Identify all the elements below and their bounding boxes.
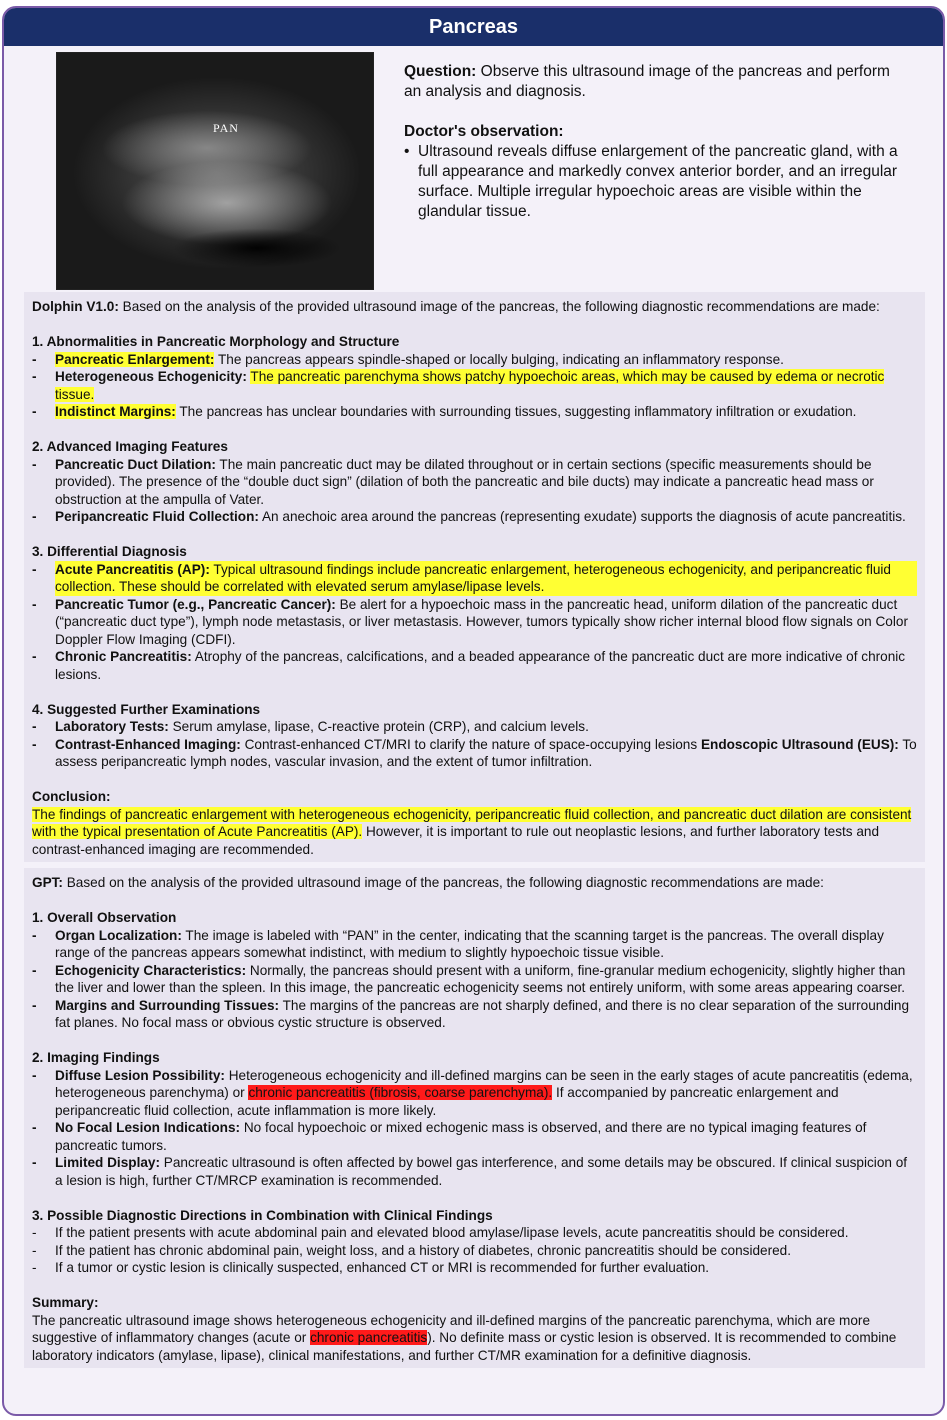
gpt-intro bbox=[32, 874, 917, 892]
dash-icon: - bbox=[32, 351, 37, 367]
item-red-highlight: chronic pancreatitis (fibrosis, coarse parenchyma). bbox=[248, 1085, 553, 1100]
section-heading: 2. Imaging Findings bbox=[32, 1050, 160, 1065]
list-item bbox=[32, 1259, 917, 1277]
item-text: The margins of the pancreas are not sharply defined, and there is no clear separation of the surrounding fat planes. No focal mass or obvious cystic structure is observed. bbox=[55, 997, 910, 1030]
dash-icon: - bbox=[32, 736, 37, 752]
question-block bbox=[404, 62, 904, 222]
list-item bbox=[32, 1119, 917, 1154]
case-header bbox=[4, 46, 943, 292]
observation-text: Ultrasound reveals diffuse enlargement of the pancreatic gland, with a full appearance and markedly convex anterior border, and an irregular surface. Multiple irregular hypoechoic areas are visible within the glandular tissue. bbox=[418, 143, 898, 220]
item-text: If a tumor or cystic lesion is clinically suspected, enhanced CT or MRI is recommended for further evaluation. bbox=[55, 1260, 710, 1275]
list-item bbox=[32, 648, 917, 683]
list-item bbox=[32, 718, 917, 736]
dolphin-response bbox=[24, 292, 925, 862]
item-text: Normally, the pancreas should present with a uniform, fine-granular medium echogenicity, slightly higher than the liver and lower than the spleen. In this image, the pancreatic echogenicity seems not entirely uniform, with some areas appearing coarser. bbox=[55, 962, 906, 995]
ultrasound-image bbox=[56, 52, 374, 290]
dash-icon: - bbox=[32, 456, 37, 472]
section-heading: 2. Advanced Imaging Features bbox=[32, 439, 228, 454]
summary-red-highlight: chronic pancreatitis bbox=[310, 1330, 428, 1345]
dash-icon: - bbox=[32, 649, 37, 664]
dash-icon: - bbox=[32, 1155, 37, 1170]
dolphin-intro bbox=[32, 298, 917, 316]
item-term: Pancreatic Enlargement: bbox=[55, 351, 215, 367]
item-text: If the patient has chronic abdominal pain, weight loss, and a history of diabetes, chronic pancreatitis should be considered. bbox=[55, 1242, 792, 1258]
list-item bbox=[32, 403, 917, 421]
item-text: If the patient presents with acute abdominal pain and elevated blood amylase/lipase levels, acute pancreatitis should be considered. bbox=[55, 1225, 849, 1240]
item-term: Heterogeneous Echogenicity: bbox=[55, 369, 247, 384]
section-heading: 3. Differential Diagnosis bbox=[32, 544, 187, 559]
item-term: Chronic Pancreatitis: bbox=[55, 649, 192, 664]
section-heading: 1. Abnormalities in Pancreatic Morphology and Structure bbox=[32, 334, 400, 349]
dash-icon: - bbox=[32, 1260, 37, 1275]
conclusion-highlight: The findings of pancreatic enlargement with heterogeneous echogenicity, peripancreatic fluid collection, and pancreatic duct dilation are consistent with the typical presentation of Acute Pancreatitis (AP). bbox=[32, 806, 912, 839]
dash-icon: - bbox=[32, 404, 37, 419]
list-item bbox=[32, 927, 917, 962]
dash-icon: - bbox=[32, 1225, 37, 1240]
item-text: The pancreas appears spindle-shaped or locally bulging, indicating an inflammatory response. bbox=[214, 351, 784, 367]
item-text: An anechoic area around the pancreas (representing exudate) supports the diagnosis of acute pancreatitis. bbox=[258, 509, 906, 524]
item-term: Laboratory Tests: bbox=[55, 719, 169, 734]
item-text: The image is labeled with “PAN” in the center, indicating that the scanning target is the pancreas. The overall display range of the pancreas appears somewhat indistinct, with medium to slightly hypoechoic tissue visible. bbox=[55, 927, 884, 960]
dash-icon: - bbox=[32, 509, 37, 524]
item-text: If accompanied by pancreatic enlargement and peripancreatic fluid collection, acute inflammation is more likely. bbox=[55, 1085, 839, 1118]
dash-icon: - bbox=[32, 962, 37, 978]
dolphin-intro-text: Based on the analysis of the provided ultrasound image of the pancreas, the following diagnostic recommendations are made: bbox=[118, 299, 880, 314]
item-term: Contrast-Enhanced Imaging: bbox=[55, 736, 241, 752]
item-text: Be alert for a hypoechoic mass in the pancreatic head, uniform dilation of the pancreatic duct (“pancreatic duct type”), lymph node metastasis, or liver metastasis. However, tumors typically show richer internal blood flow signals on Color Doppler Flow Imaging (CDFI). bbox=[55, 596, 908, 647]
item-term: Indistinct Margins: bbox=[55, 404, 176, 419]
item-text: The pancreatic parenchyma shows patchy hypoechoic areas, which may be caused by edema or necrotic tissue. bbox=[55, 369, 885, 402]
item-text: Contrast-enhanced CT/MRI to clarify the nature of space-occupying lesions bbox=[240, 736, 701, 752]
item-term: Acute Pancreatitis (AP): bbox=[55, 561, 210, 577]
dash-icon: - bbox=[32, 596, 37, 612]
list-item bbox=[32, 1067, 917, 1120]
list-item bbox=[32, 1242, 917, 1260]
summary-text bbox=[32, 1312, 917, 1365]
figure-frame bbox=[2, 6, 945, 1416]
dash-icon: - bbox=[32, 1120, 37, 1135]
item-term: Pancreatic Duct Dilation: bbox=[55, 456, 216, 472]
section-heading: 4. Suggested Further Examinations bbox=[32, 701, 261, 717]
dash-icon: - bbox=[32, 369, 37, 384]
item-text: Serum amylase, lipase, C-reactive protein (CRP), and calcium levels. bbox=[168, 719, 589, 734]
dolphin-label: Dolphin V1.0: bbox=[32, 299, 119, 314]
item-text: Typical ultrasound findings include pancreatic enlargement, heterogeneous echogenicity, and peripancreatic fluid collection. These should be correlated with elevated serum amylase/lipase levels. bbox=[55, 561, 891, 594]
summary-heading: Summary: bbox=[32, 1295, 99, 1310]
item-term: Endoscopic Ultrasound (EUS): bbox=[700, 736, 899, 752]
list-item bbox=[32, 997, 917, 1032]
item-text: The main pancreatic duct may be dilated throughout or in certain sections (specific measurements should be provided). The presence of the “double duct sign” (dilation of both the pancreatic and bile ducts) may indicate a pancreatic head mass or obstruction at the ampulla of Vater. bbox=[55, 456, 874, 507]
section-heading: 1. Overall Observation bbox=[32, 910, 177, 925]
item-text: Heterogeneous echogenicity and ill-defined margins can be seen in the early stages of acute pancreatitis (edema, heterogeneous parenchyma) or bbox=[55, 1067, 913, 1100]
item-term: Peripancreatic Fluid Collection: bbox=[55, 509, 259, 524]
list-item bbox=[32, 596, 917, 649]
item-term: No Focal Lesion Indications: bbox=[55, 1120, 241, 1135]
dash-icon: - bbox=[32, 719, 37, 734]
question-text: Observe this ultrasound image of the pancreas and perform an analysis and diagnosis. bbox=[404, 63, 890, 100]
bullet-icon: • bbox=[404, 143, 410, 160]
list-item bbox=[32, 1224, 917, 1242]
conclusion-rest: However, it is important to rule out neoplastic lesions, and further laboratory tests and contrast-enhanced imaging are recommended. bbox=[32, 824, 880, 857]
list-item bbox=[32, 561, 917, 596]
list-item bbox=[32, 368, 917, 403]
section-heading: 3. Possible Diagnostic Directions in Combination with Clinical Findings bbox=[32, 1207, 493, 1223]
observation-label: Doctor's observation: bbox=[404, 123, 564, 140]
dash-icon: - bbox=[32, 1242, 37, 1258]
item-text: Pancreatic ultrasound is often affected by bowel gas interference, and some details may be obscured. If clinical suspicion of a lesion is high, further CT/MRCP examination is recommended. bbox=[55, 1155, 908, 1188]
summary-part: The pancreatic ultrasound image shows heterogeneous echogenicity and ill-defined margins of the pancreatic parenchyma, which are more suggestive of inflammatory changes (acute or bbox=[32, 1312, 871, 1345]
conclusion-text bbox=[32, 806, 917, 859]
dash-icon: - bbox=[32, 997, 37, 1013]
dash-icon: - bbox=[32, 561, 37, 577]
list-item bbox=[32, 508, 917, 526]
dash-icon: - bbox=[32, 1067, 37, 1083]
page-title: Pancreas bbox=[4, 8, 943, 46]
conclusion-heading: Conclusion: bbox=[32, 789, 111, 804]
item-term: Diffuse Lesion Possibility: bbox=[55, 1067, 225, 1083]
question bbox=[404, 62, 904, 102]
summary-part: ). No definite mass or cystic lesion is observed. It is recommended to combine laboratory indicators (amylase, lipase), clinical manifestations, and further CT/MR examination for a definitive diagnosis. bbox=[32, 1330, 897, 1363]
list-item bbox=[32, 736, 917, 771]
list-item bbox=[32, 351, 917, 369]
item-text: To assess peripancreatic lymph nodes, vascular invasion, and the extent of tumor infiltration. bbox=[55, 736, 917, 769]
item-term: Pancreatic Tumor (e.g., Pancreatic Cancer): bbox=[55, 596, 336, 612]
item-text: Atrophy of the pancreas, calcifications, and a beaded appearance of the pancreatic duct are more indicative of chronic lesions. bbox=[55, 649, 906, 682]
dash-icon: - bbox=[32, 927, 37, 943]
question-label: Question: bbox=[404, 63, 477, 80]
list-item bbox=[32, 456, 917, 509]
item-term: Limited Display: bbox=[55, 1155, 160, 1170]
list-item bbox=[32, 962, 917, 997]
observation-item bbox=[404, 142, 904, 222]
item-text: No focal hypoechoic or mixed echogenic mass is observed, and there are no typical imaging features of pancreatic tumors. bbox=[55, 1120, 867, 1153]
item-term: Organ Localization: bbox=[55, 927, 182, 943]
item-term: Margins and Surrounding Tissues: bbox=[55, 997, 280, 1013]
item-text: The pancreas has unclear boundaries with surrounding tissues, suggesting inflammatory infiltration or exudation. bbox=[175, 404, 857, 419]
gpt-response bbox=[24, 868, 925, 1368]
gpt-label: GPT: bbox=[32, 875, 63, 890]
list-item bbox=[32, 1154, 917, 1189]
image-label: PAN bbox=[213, 121, 239, 135]
gpt-intro-text: Based on the analysis of the provided ultrasound image of the pancreas, the following diagnostic recommendations are made: bbox=[62, 875, 824, 890]
item-term: Echogenicity Characteristics: bbox=[55, 962, 247, 978]
